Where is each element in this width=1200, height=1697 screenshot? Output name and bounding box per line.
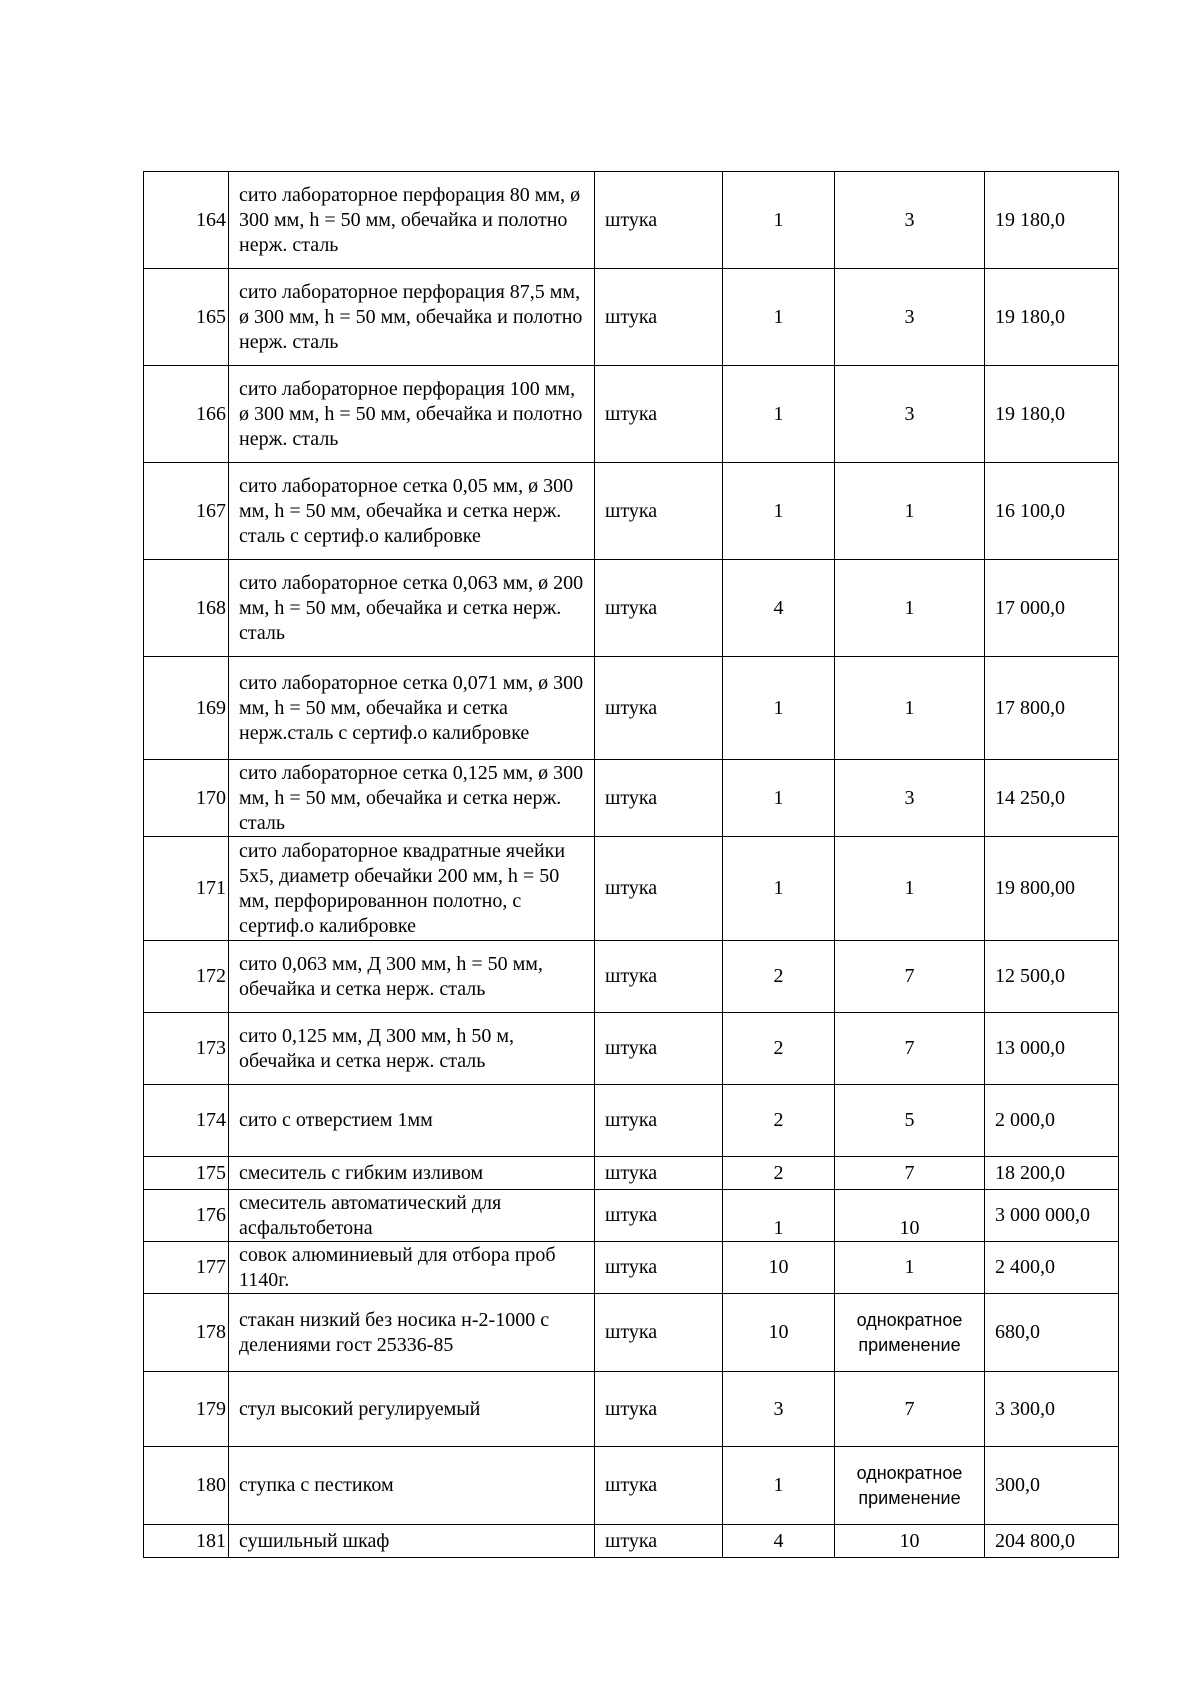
quantity-cell: 1 bbox=[723, 269, 835, 366]
price-cell: 3 300,0 bbox=[985, 1372, 1119, 1447]
row-number: 178 bbox=[144, 1294, 229, 1372]
price-cell: 17 800,0 bbox=[985, 657, 1119, 760]
item-name: смеситель автоматический для асфальтобетона bbox=[229, 1190, 595, 1242]
price-cell: 19 180,0 bbox=[985, 366, 1119, 463]
service-life-cell: 1 bbox=[835, 1242, 985, 1294]
unit-cell: штука bbox=[595, 837, 723, 941]
price-cell: 14 250,0 bbox=[985, 760, 1119, 837]
unit-cell: штука bbox=[595, 1157, 723, 1190]
service-life-cell: 1 bbox=[835, 463, 985, 560]
quantity-cell: 10 bbox=[723, 1294, 835, 1372]
service-life-cell: 1 bbox=[835, 560, 985, 657]
service-life-cell: 3 bbox=[835, 172, 985, 269]
service-life-cell: 1 bbox=[835, 657, 985, 760]
quantity-cell: 1 bbox=[723, 1447, 835, 1525]
service-life-cell: 3 bbox=[835, 760, 985, 837]
row-number: 168 bbox=[144, 560, 229, 657]
quantity-cell: 10 bbox=[723, 1242, 835, 1294]
row-number: 174 bbox=[144, 1085, 229, 1157]
row-number: 166 bbox=[144, 366, 229, 463]
price-cell: 17 000,0 bbox=[985, 560, 1119, 657]
service-life-cell: 7 bbox=[835, 1157, 985, 1190]
price-cell: 3 000 000,0 bbox=[985, 1190, 1119, 1242]
price-cell: 19 180,0 bbox=[985, 172, 1119, 269]
table-row bbox=[144, 1372, 1119, 1447]
table-row bbox=[144, 1013, 1119, 1085]
price-cell: 300,0 bbox=[985, 1447, 1119, 1525]
table-row bbox=[144, 463, 1119, 560]
quantity-cell: 3 bbox=[723, 1372, 835, 1447]
service-life-cell: однократное применение bbox=[835, 1294, 985, 1372]
table-row bbox=[144, 1157, 1119, 1190]
table-row bbox=[144, 657, 1119, 760]
unit-cell: штука bbox=[595, 560, 723, 657]
unit-cell: штука bbox=[595, 657, 723, 760]
service-life-cell: 3 bbox=[835, 366, 985, 463]
table-row bbox=[144, 366, 1119, 463]
service-life-cell: 1 bbox=[835, 837, 985, 941]
item-name: сито 0,125 мм, Д 300 мм, h 50 м, обечайка и сетка нерж. сталь bbox=[229, 1013, 595, 1085]
row-number: 181 bbox=[144, 1525, 229, 1558]
quantity-cell: 1 bbox=[723, 760, 835, 837]
equipment-table bbox=[143, 171, 1119, 1558]
table-row bbox=[144, 1085, 1119, 1157]
quantity-cell: 2 bbox=[723, 1157, 835, 1190]
unit-cell: штука bbox=[595, 463, 723, 560]
unit-cell: штука bbox=[595, 941, 723, 1013]
table-row bbox=[144, 269, 1119, 366]
quantity-cell: 1 bbox=[723, 366, 835, 463]
item-name: стул высокий регулируемый bbox=[229, 1372, 595, 1447]
price-cell: 19 800,00 bbox=[985, 837, 1119, 941]
row-number: 165 bbox=[144, 269, 229, 366]
table-row bbox=[144, 1447, 1119, 1525]
price-cell: 2 000,0 bbox=[985, 1085, 1119, 1157]
quantity-cell: 1 bbox=[723, 463, 835, 560]
table-row bbox=[144, 172, 1119, 269]
table-row bbox=[144, 1190, 1119, 1242]
unit-cell: штука bbox=[595, 269, 723, 366]
price-cell: 18 200,0 bbox=[985, 1157, 1119, 1190]
service-life-cell: 7 bbox=[835, 1013, 985, 1085]
item-name: стакан низкий без носика н-2-1000 с делениями гост 25336-85 bbox=[229, 1294, 595, 1372]
row-number: 171 bbox=[144, 837, 229, 941]
item-name: сито лабораторное перфорация 87,5 мм, ø 300 мм, h = 50 мм, обечайка и полотно нерж. сталь bbox=[229, 269, 595, 366]
table-row bbox=[144, 1242, 1119, 1294]
item-name: сито лабораторное квадратные ячейки 5х5, диаметр обечайки 200 мм, h = 50 мм, перфорированнон полотно, с сертиф.о калибровке bbox=[229, 837, 595, 941]
service-life-cell: 7 bbox=[835, 941, 985, 1013]
quantity-cell: 1 bbox=[723, 657, 835, 760]
service-life-cell: 7 bbox=[835, 1372, 985, 1447]
service-life-cell: 10 bbox=[835, 1525, 985, 1558]
quantity-cell: 1 bbox=[723, 837, 835, 941]
row-number: 180 bbox=[144, 1447, 229, 1525]
row-number: 177 bbox=[144, 1242, 229, 1294]
item-name: сито лабораторное перфорация 100 мм, ø 300 мм, h = 50 мм, обечайка и полотно нерж. сталь bbox=[229, 366, 595, 463]
quantity-cell: 4 bbox=[723, 1525, 835, 1558]
price-cell: 19 180,0 bbox=[985, 269, 1119, 366]
row-number: 170 bbox=[144, 760, 229, 837]
table-row bbox=[144, 941, 1119, 1013]
unit-cell: штука bbox=[595, 1294, 723, 1372]
table-row bbox=[144, 760, 1119, 837]
quantity-cell: 2 bbox=[723, 941, 835, 1013]
table-row bbox=[144, 560, 1119, 657]
unit-cell: штука bbox=[595, 1525, 723, 1558]
price-cell: 680,0 bbox=[985, 1294, 1119, 1372]
item-name: сито лабораторное сетка 0,063 мм, ø 200 мм, h = 50 мм, обечайка и сетка нерж. сталь bbox=[229, 560, 595, 657]
service-life-cell: 5 bbox=[835, 1085, 985, 1157]
row-number: 175 bbox=[144, 1157, 229, 1190]
unit-cell: штука bbox=[595, 1372, 723, 1447]
unit-cell: штука bbox=[595, 1085, 723, 1157]
service-life-cell: 3 bbox=[835, 269, 985, 366]
service-life-cell: 10 bbox=[835, 1190, 985, 1242]
item-name: сито лабораторное сетка 0,125 мм, ø 300 мм, h = 50 мм, обечайка и сетка нерж. сталь bbox=[229, 760, 595, 837]
table-row bbox=[144, 837, 1119, 941]
unit-cell: штука bbox=[595, 1013, 723, 1085]
item-name: ступка с пестиком bbox=[229, 1447, 595, 1525]
row-number: 164 bbox=[144, 172, 229, 269]
table-row bbox=[144, 1294, 1119, 1372]
table-row bbox=[144, 1525, 1119, 1558]
unit-cell: штука bbox=[595, 366, 723, 463]
quantity-cell: 4 bbox=[723, 560, 835, 657]
row-number: 173 bbox=[144, 1013, 229, 1085]
item-name: сито лабораторное сетка 0,05 мм, ø 300 мм, h = 50 мм, обечайка и сетка нерж. сталь с сертиф.о калибровке bbox=[229, 463, 595, 560]
quantity-cell: 1 bbox=[723, 1190, 835, 1242]
item-name: смеситель с гибким изливом bbox=[229, 1157, 595, 1190]
quantity-cell: 2 bbox=[723, 1085, 835, 1157]
service-life-cell: однократное применение bbox=[835, 1447, 985, 1525]
item-name: совок алюминиевый для отбора проб 1140г. bbox=[229, 1242, 595, 1294]
quantity-cell: 1 bbox=[723, 172, 835, 269]
item-name: сито лабораторное перфорация 80 мм, ø 300 мм, h = 50 мм, обечайка и полотно нерж. сталь bbox=[229, 172, 595, 269]
row-number: 167 bbox=[144, 463, 229, 560]
item-name: сито лабораторное сетка 0,071 мм, ø 300 мм, h = 50 мм, обечайка и сетка нерж.сталь с сертиф.о калибровке bbox=[229, 657, 595, 760]
unit-cell: штука bbox=[595, 760, 723, 837]
row-number: 172 bbox=[144, 941, 229, 1013]
price-cell: 13 000,0 bbox=[985, 1013, 1119, 1085]
item-name: сито с отверстием 1мм bbox=[229, 1085, 595, 1157]
unit-cell: штука bbox=[595, 1190, 723, 1242]
unit-cell: штука bbox=[595, 1447, 723, 1525]
item-name: сито 0,063 мм, Д 300 мм, h = 50 мм, обечайка и сетка нерж. сталь bbox=[229, 941, 595, 1013]
unit-cell: штука bbox=[595, 1242, 723, 1294]
unit-cell: штука bbox=[595, 172, 723, 269]
price-cell: 204 800,0 bbox=[985, 1525, 1119, 1558]
price-cell: 16 100,0 bbox=[985, 463, 1119, 560]
price-cell: 2 400,0 bbox=[985, 1242, 1119, 1294]
price-cell: 12 500,0 bbox=[985, 941, 1119, 1013]
table-body bbox=[144, 172, 1119, 1558]
row-number: 169 bbox=[144, 657, 229, 760]
quantity-cell: 2 bbox=[723, 1013, 835, 1085]
item-name: сушильный шкаф bbox=[229, 1525, 595, 1558]
row-number: 179 bbox=[144, 1372, 229, 1447]
row-number: 176 bbox=[144, 1190, 229, 1242]
